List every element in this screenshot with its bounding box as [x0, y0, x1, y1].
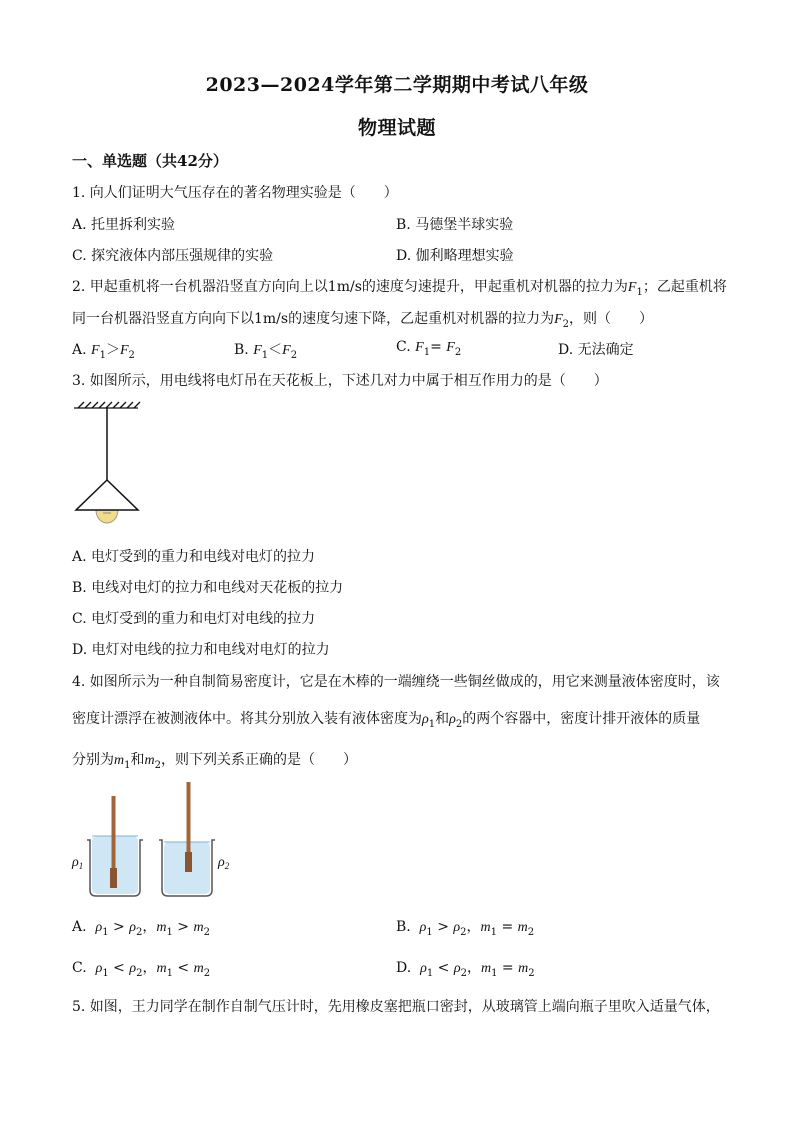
hydrometer-2-coil	[185, 852, 192, 872]
hanging-lamp-figure	[72, 400, 144, 530]
bulb	[96, 510, 118, 523]
rho-2-label: $\rho_2$	[218, 855, 230, 871]
section-heading: 一、单选题（共42分）	[72, 152, 228, 170]
q3-stem: 3. 如图所示，用电线将电灯吊在天花板上，下述几对力中属于相互作用力的是（ ）	[72, 373, 608, 389]
q1-option-b: B. 马德堡半球实验	[396, 217, 514, 233]
exam-title: 2023—2024学年第二学期期中考试八年级	[205, 74, 589, 96]
hydrometer-1-rod	[112, 796, 116, 874]
hydrometer-1-coil	[110, 868, 117, 888]
q4-line-2: 密度计漂浮在被测液体中。将其分别放入装有液体密度为$\rho_1$和$\rho_2$的两个容器中，密度计排开液体的质量	[72, 711, 701, 730]
q3-option-a: A. 电灯受到的重力和电线对电灯的拉力	[72, 549, 316, 565]
exam-subtitle: 物理试题	[357, 117, 436, 139]
q4-option-b: B. $\rho_1 > \rho_2$，$m_1 = m_2$	[396, 919, 535, 938]
rho-1-label: $\rho_1$	[72, 855, 84, 871]
q1-option-a: A. 托里拆利实验	[72, 217, 176, 233]
q2-option-b: B. $F_1<F_2$	[234, 342, 298, 361]
hydrometer-2-rod	[187, 782, 191, 858]
q3-option-c: C. 电灯受到的重力和电灯对电线的拉力	[72, 611, 316, 627]
q3-option-b: B. 电线对电灯的拉力和电线对天花板的拉力	[72, 580, 344, 596]
q1-stem: 1. 向人们证明大气压存在的著名物理实验是（ ）	[72, 185, 398, 201]
q5-stem: 5. 如图，王力同学在制作自制气压计时，先用橡皮塞把瓶口密封，从玻璃管上端向瓶子里吹入适量气体，	[72, 999, 720, 1015]
lampshade	[76, 480, 138, 510]
q2-line-2: 同一台机器沿竖直方向向下以1m/s的速度匀速下降，乙起重机对机器的拉力为$F_2$，则（ ）	[72, 311, 654, 330]
q3-option-d: D. 电灯对电线的拉力和电线对电灯的拉力	[72, 642, 330, 658]
q4-option-a: A. $\rho_1 > \rho_2$，$m_1 > m_2$	[72, 919, 210, 938]
q1-option-c: C. 探究液体内部压强规律的实验	[72, 248, 274, 264]
q4-option-c: C. $\rho_1 < \rho_2$，$m_1 < m_2$	[72, 960, 211, 979]
q2-option-d: D. 无法确定	[558, 342, 634, 358]
hydrometer-figure	[70, 778, 240, 900]
q2-line-1: 2. 甲起重机将一台机器沿竖直方向向上以1m/s的速度匀速提升，甲起重机对机器的拉力为$F_1$；乙起重机将	[72, 279, 727, 298]
q4-option-d: D. $\rho_1 < \rho_2$，$m_1 = m_2$	[396, 960, 535, 979]
q4-line-1: 4. 如图所示为一种自制简易密度计，它是在木棒的一端缠绕一些铜丝做成的，用它来测量液体密度时，该	[72, 674, 720, 690]
q2-option-c: C. $F_1= F_2$	[396, 339, 462, 358]
q2-option-a: A. $F_1>F_2$	[72, 342, 135, 361]
q1-option-d: D. 伽利略理想实验	[396, 248, 514, 264]
ceiling	[74, 402, 140, 408]
q4-line-3: 分别为$m_1$和$m_2$，则下列关系正确的是（ ）	[72, 752, 357, 771]
